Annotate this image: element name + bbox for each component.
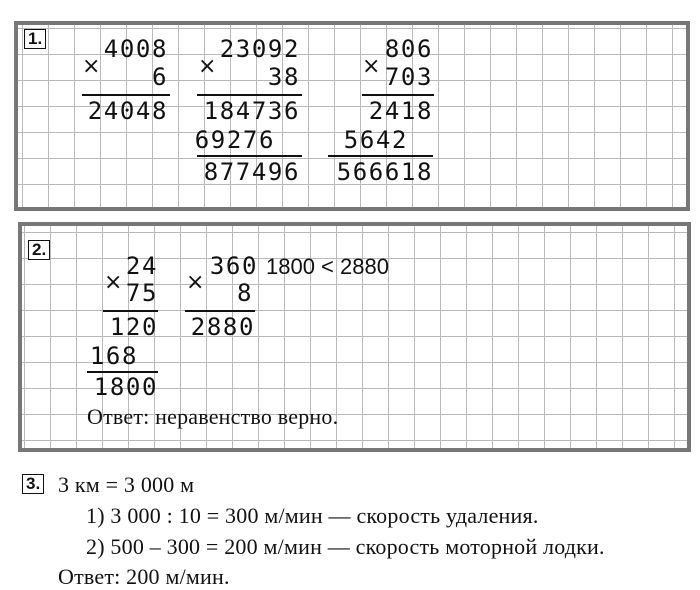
task-2-calc-1-partial-2: 168 xyxy=(89,342,138,370)
task-1-calc-3-partial-1: 2418 xyxy=(368,97,433,125)
sum-line xyxy=(328,155,433,157)
task-2-calc-2-multiplier: 8 xyxy=(236,279,253,307)
task-3-step-2: 2) 500 – 300 = 200 м/мин — скорость моторной лодки. xyxy=(86,534,605,559)
task-1-calc-3-multiplier: 703 xyxy=(384,63,433,91)
task-2-calc-1-partial-1: 120 xyxy=(109,313,158,341)
task-1-calc-1-result: 24048 xyxy=(87,97,168,125)
task-1-calc-3-result: 566618 xyxy=(336,158,433,186)
task-3-conversion: 3 км = 3 000 м xyxy=(58,472,195,497)
multiply-sign: × xyxy=(186,270,205,295)
task-1-calc-1-multiplier: 6 xyxy=(151,63,168,91)
task-1-calc-2-partial-1: 184736 xyxy=(203,97,300,125)
task-2-comparison: 1800 < 2880 xyxy=(266,254,389,279)
multiply-sign: × xyxy=(198,54,217,79)
multiply-sign: × xyxy=(104,270,123,295)
task-1-calc-2-multiplier: 38 xyxy=(267,63,300,91)
task-3-answer: Ответ: 200 м/мин. xyxy=(58,564,230,589)
task-1-calc-2-partial-2: 69276 xyxy=(194,126,275,154)
task-1-calc-2-result: 877496 xyxy=(203,158,300,186)
multiply-sign: × xyxy=(362,54,381,79)
task-1-number: 1. xyxy=(24,29,46,49)
result-line xyxy=(82,94,170,96)
result-line xyxy=(362,94,434,96)
task-1-calc-2-multiplicand: 23092 xyxy=(219,35,300,63)
task-1-calc-3-multiplicand: 806 xyxy=(384,35,433,63)
multiply-sign: × xyxy=(82,54,101,79)
task-2-calc-1-result: 1800 xyxy=(93,373,158,401)
task-2-calc-2-result: 2880 xyxy=(190,313,255,341)
sum-line xyxy=(197,155,302,157)
task-2-calc-1-multiplicand: 24 xyxy=(125,252,158,280)
task-2-number: 2. xyxy=(28,240,50,260)
task-3-number: 3. xyxy=(22,474,44,494)
result-line xyxy=(103,310,158,312)
task-2-calc-1-multiplier: 75 xyxy=(125,279,158,307)
result-line xyxy=(197,94,302,96)
task-2-calc-2-multiplicand: 360 xyxy=(209,252,258,280)
task-2-answer: Ответ: неравенство верно. xyxy=(87,404,339,429)
task-3-step-1: 1) 3 000 : 10 = 300 м/мин — скорость удаления. xyxy=(86,503,539,528)
task-1-calc-3-partial-2: 5642 xyxy=(343,126,408,154)
task-1-calc-1-multiplicand: 4008 xyxy=(103,35,168,63)
result-line xyxy=(185,310,255,312)
